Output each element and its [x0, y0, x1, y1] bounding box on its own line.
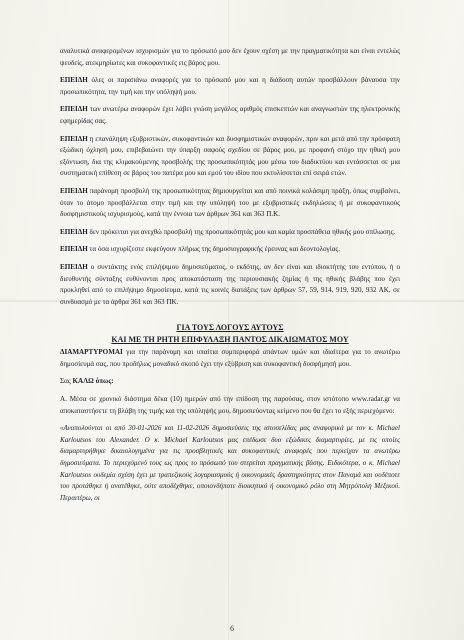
document-body	[60, 0, 400, 504]
item-a-paragraph: Α. Μέσα σε χρονικό διάστημα δέκα (10) ημερών από την επίδοση της παρούσας, στον ιστότοπο www.radar.gr να αποκαταστήσετε τη βλάβη της τιμής και της υπόληψής μου, δημοσιεύοντας κείμενο που θα έχει το εξής περιεχόμενο:	[60, 395, 400, 415]
keyword: ΕΠΕΙΔΗ	[60, 76, 88, 85]
call-line: Σας ΚΑΛΩ όπως:	[60, 377, 114, 386]
keyword: ΕΠΕΙΔΗ	[60, 105, 88, 114]
paragraph: ΕΠΕΙΔΗ παράνομη προσβολή της προσωπικότητας δημιουργείται και από ποινικά κολάσιμη πράξη, όπως συμβαίνει, όταν το άτομο προσβάλλεται στην τιμή και την υπόληψή του με εξυβριστικές εκδηλώσεις ή με συκοφαντικούς δυσφημιστικούς ισχυρισμούς, κατά την έννοια των άρθρων 361 και 363 Π.Κ.	[60, 186, 400, 219]
protest-paragraph: ΔΙΑΜΑΡΤΥΡΟΜΑΙ για την παράνομη και υπαίτια συμπεριφορά απάντων υμών και ιδιαίτερα για το ανωτέρω δημοσίευμά σας, που προδήλως μοναδικό σκοπό έχει την εξύβριση και συκοφαντική δυσφήμησή μου.	[60, 348, 400, 368]
section-heading: ΓΙΑ ΤΟΥΣ ΛΟΓΟΥΣ ΑΥΤΟΥΣ	[176, 323, 284, 333]
paragraph: ΕΠΕΙΔΗ ο συντάκτης ενός επιλήψιμου δημοσιεύματος, ο εκδότης, αν δεν είναι και ιδιοκτήτης του εντύπου, ή ο διευθυντής σύνταξης ευθύνονται προς αποκατάσταση της περιουσιακής ζημίας ή της ηθικής βλάβης που έχει προκληθεί από το επιλήψιμο δημοσίευμα, κατά τις κοινές διατάξεις των άρθρων 57, 59, 914, 919, 920, 932 ΑΚ, σε συνδυασμό με τα άρθρα 361 και 363 ΠΚ.	[60, 262, 400, 306]
section-heading: ΚΑΙ ΜΕ ΤΗ ΡΗΤΗ ΕΠΙΦΥΛΑΞΗ ΠΑΝΤΟΣ ΔΙΚΑΙΩΜΑΤΟΣ ΜΟΥ	[111, 334, 349, 344]
keyword: ΔΙΑΜΑΡΤΥΡΟΜΑΙ	[60, 348, 123, 357]
paragraph: αναλυτικά αναφερομένων ισχυρισμών για το πρόσωπό μου δεν έχουν σχέση με την πραγματικότητα και είναι εντελώς ψευδείς, ατεκμηρίωτες και συκοφαντικές εις βάρος μου.	[60, 47, 400, 67]
keyword: ΚΑΛΩ	[72, 377, 94, 386]
paragraph: ΕΠΕΙΔΗ όλες οι παραπάνω αναφορές για το πρόσωπό μου και η διάδοση αυτών προσβάλλουν βάναυσα την προσωπικότητα, την τιμή και την υπόληψή μου.	[60, 76, 400, 96]
paragraph: ΕΠΕΙΔΗ των ανωτέρω αναφορών έχει λάβει γνώση μεγάλος αριθμός επισκεπτών και αναγνωστών της ηλεκτρονικής εφημερίδας σας.	[60, 105, 400, 125]
quoted-text: «Αναπολούνται οι από 30-01-2026 και 11-02-2026 δημοσιεύσεις της ιστοσελίδας μας αναφορικά με τον κ. Michael Karloutsos του Alexander. Ο κ. Michael Karloutsos μας επέδωσε δυο εξώδικες διαμαρτυρίες, με τις οποίες διαμαρτυρήθηκε δικαιολογημένα για τις προσβλητικές και συκοφαντικές αναφορές που περιείχαν τα ανωτέρω δημοσιεύματα. Το περιεχόμενό τους ως προς το πρόσωπό του στερείται πραγματικής βάσης. Ειδικότερα, ο κ. Michael Karloutsos ουδεμία σχέση έχει με τραπεζικούς λογαριασμούς ή οικονομικές δραστηριότητες στον Παναμά και ουδέποτε του προτάθηκε ή ανατέθηκε, ούτε αποδέχθηκε, οποιονδήποτε διοικητικό ή οικονομικό ρόλο στη Μητρόπολη Μεξικού. Περαιτέρω, οι	[60, 424, 400, 502]
keyword: ΕΠΕΙΔΗ	[60, 227, 88, 236]
keyword: ΕΠΕΙΔΗ	[60, 134, 88, 143]
keyword: ΕΠΕΙΔΗ	[60, 186, 88, 195]
keyword: ΕΠΕΙΔΗ	[60, 245, 88, 254]
paragraph: ΕΠΕΙΔΗ η επανάληψη εξυβριστικών, συκοφαντικών και δυσφημιστικών αναφορών, πριν και μετά από την πρόσφατη εξώδικη όχλησή μου, επιβεβαιώνει την ύπαρξη σαφούς σχεδίου σε βάρος μου, με προφανή στόχο την ηθική μου εξόντωση, δια της κλιμακούμενης προσβολής της προσωπικότητάς μου μέσω του διαδικτύου και εντάσσεται σε μια συστηματική επίθεση σε βάρος του πατέρα μου και εμού του ιδίου που εκτυλίσσεται επί σειρά ετών.	[60, 134, 400, 178]
page-number: 6	[230, 624, 234, 633]
keyword: ΕΠΕΙΔΗ	[60, 262, 88, 271]
paragraph: ΕΠΕΙΔΗ δεν πρόκειται για ανεχθώ προσβολή της προσωπικότητάς μου και καμία προσπάθεια ηθικής μου σπίλωσης.	[60, 227, 396, 236]
paragraph: ΕΠΕΙΔΗ τα όσα ισχυρίζεστε εκφεύγουν πλήρως της δημοσιογραφικής έρευνας και δεοντολογίας.	[60, 245, 340, 254]
